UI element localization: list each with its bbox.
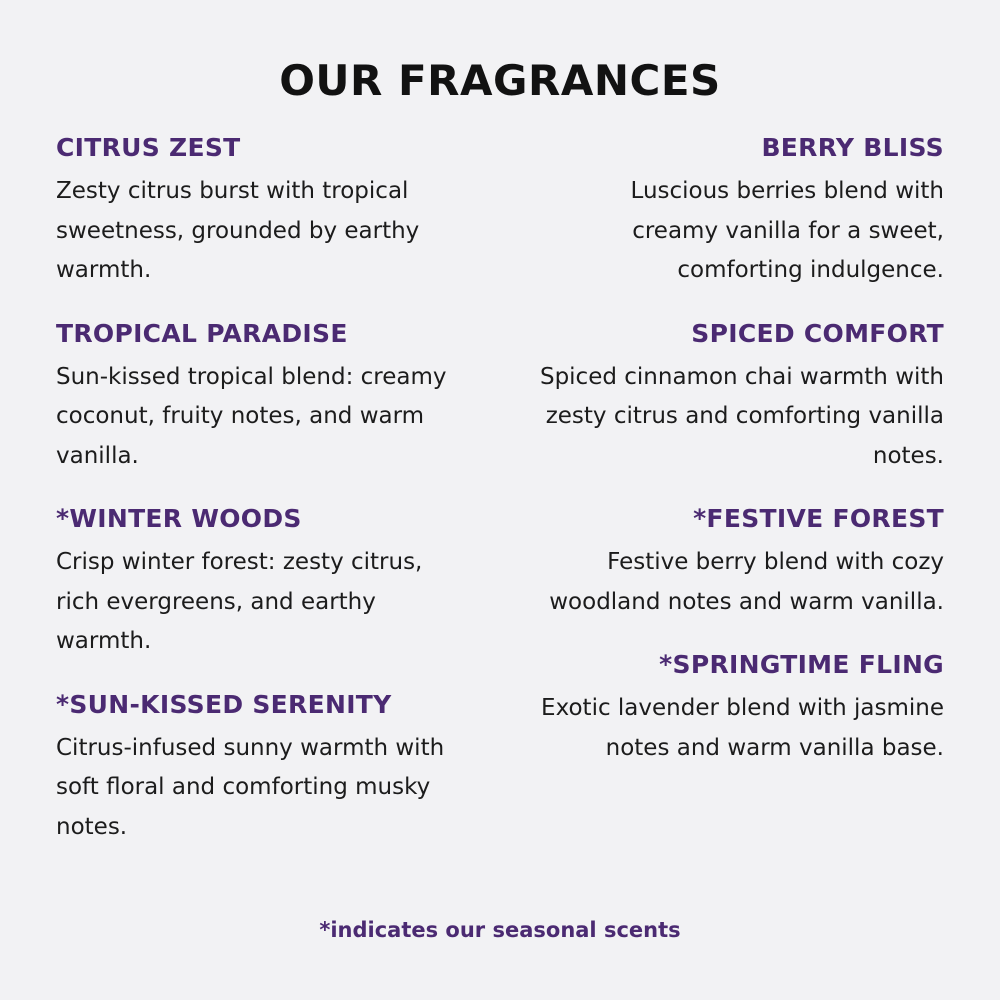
fragrance-entry [56,504,461,662]
fragrance-description: Citrus-infused sunny warmth with soft floral and comforting musky notes. [56,734,445,841]
fragrance-name: SPICED COMFORT [691,318,944,348]
page-title: OUR FRAGRANCES [279,56,721,105]
fragrance-name: BERRY BLISS [761,133,944,162]
fragrance-description: Zesty citrus burst with tropical sweetness, grounded by earthy warmth. [56,178,420,284]
fragrance-description: Spiced cinnamon chai warmth with zesty citrus and comforting vanilla notes. [539,363,944,469]
fragrance-name: *SUN-KISSED SERENITY [56,689,392,719]
fragrance-name: *FESTIVE FOREST [693,504,944,534]
fragrance-name: *WINTER WOODS [56,504,302,534]
fragrance-description: Festive berry blend with cozy woodland notes and warm vanilla. [549,549,944,615]
fragrance-description: Sun-kissed tropical blend: creamy coconut, fruity notes, and warm vanilla. [56,363,447,469]
fragrance-description: Exotic lavender blend with jasmine notes and warm vanilla base. [541,695,944,761]
fragrance-column-right [539,133,944,892]
fragrance-column-left [56,133,461,892]
fragrance-entry [539,650,944,768]
fragrance-name: CITRUS ZEST [56,133,241,162]
fragrance-description: Crisp winter forest: zesty citrus, rich evergreens, and earthy warmth. [56,549,423,655]
fragrance-entry [539,504,944,622]
fragrance-entry [56,690,461,848]
fragrance-columns [56,133,944,892]
fragrance-name: TROPICAL PARADISE [56,318,348,348]
seasonal-footnote: *indicates our seasonal scents [319,918,681,942]
fragrance-entry [56,319,461,477]
fragrance-entry [539,319,944,477]
fragrance-description: Luscious berries blend with creamy vanilla for a sweet, comforting indulgence. [630,178,944,284]
fragrance-name: *SPRINGTIME FLING [659,650,944,680]
fragrance-entry [539,133,944,291]
fragrance-entry [56,133,461,291]
